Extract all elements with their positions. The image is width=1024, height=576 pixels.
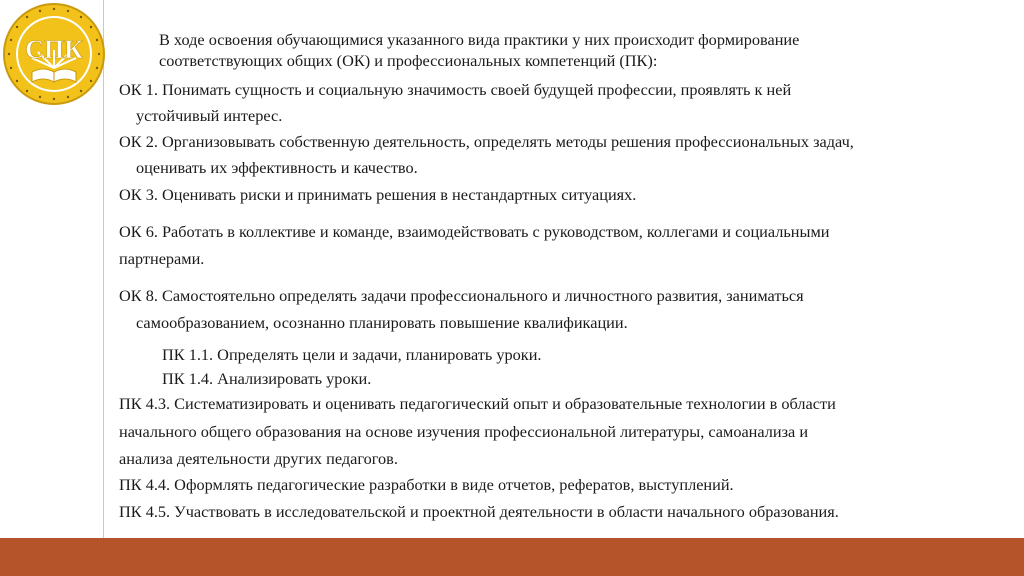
pk11-line-1: ПК 1.1. Определять цели и задачи, планировать уроки. <box>162 345 542 364</box>
pk44-line-1: ПК 4.4. Оформлять педагогические разработки в виде отчетов, рефератов, выступлений. <box>119 475 734 494</box>
ok2-line-2: оценивать их эффективность и качество. <box>136 158 418 177</box>
ok8-line-2: самообразованием, осознанно планировать повышение квалификации. <box>136 313 628 332</box>
logo-abbreviation: СПК <box>25 35 83 64</box>
bottom-accent-bar <box>0 538 1024 576</box>
pk43-line-3: анализа деятельности других педагогов. <box>119 449 398 468</box>
intro-line-2: соответствующих общих (ОК) и профессиональных компетенций (ПК): <box>159 51 658 70</box>
pk43-line-2: начального общего образования на основе изучения профессиональной литературы, самоанализа и <box>119 422 809 441</box>
pk43-line-1: ПК 4.3. Систематизировать и оценивать педагогический опыт и образовательные технологии в области <box>119 394 836 413</box>
ok2-line-1: ОК 2. Организовывать собственную деятельность, определять методы решения профессиональных задач, <box>119 132 854 151</box>
ok6-line-2: партнерами. <box>119 249 205 268</box>
intro-line-1: В ходе освоения обучающимися указанного вида практики у них происходит формирование <box>159 30 800 49</box>
pk45-line-1: ПК 4.5. Участвовать в исследовательской и проектной деятельности в области начального образования. <box>119 502 839 521</box>
ok1-line-1: ОК 1. Понимать сущность и социальную значимость своей будущей профессии, проявлять к ней <box>119 80 792 99</box>
ok8-line-1: ОК 8. Самостоятельно определять задачи профессионального и личностного развития, заниматься <box>119 286 804 305</box>
ok6-line-1: ОК 6. Работать в коллективе и команде, взаимодействовать с руководством, коллегами и социальными <box>119 222 830 241</box>
ok1-line-2: устойчивый интерес. <box>136 106 283 125</box>
ok3-line-1: ОК 3. Оценивать риски и принимать решения в нестандартных ситуациях. <box>119 185 637 204</box>
pk14-line-1: ПК 1.4. Анализировать уроки. <box>162 369 372 388</box>
